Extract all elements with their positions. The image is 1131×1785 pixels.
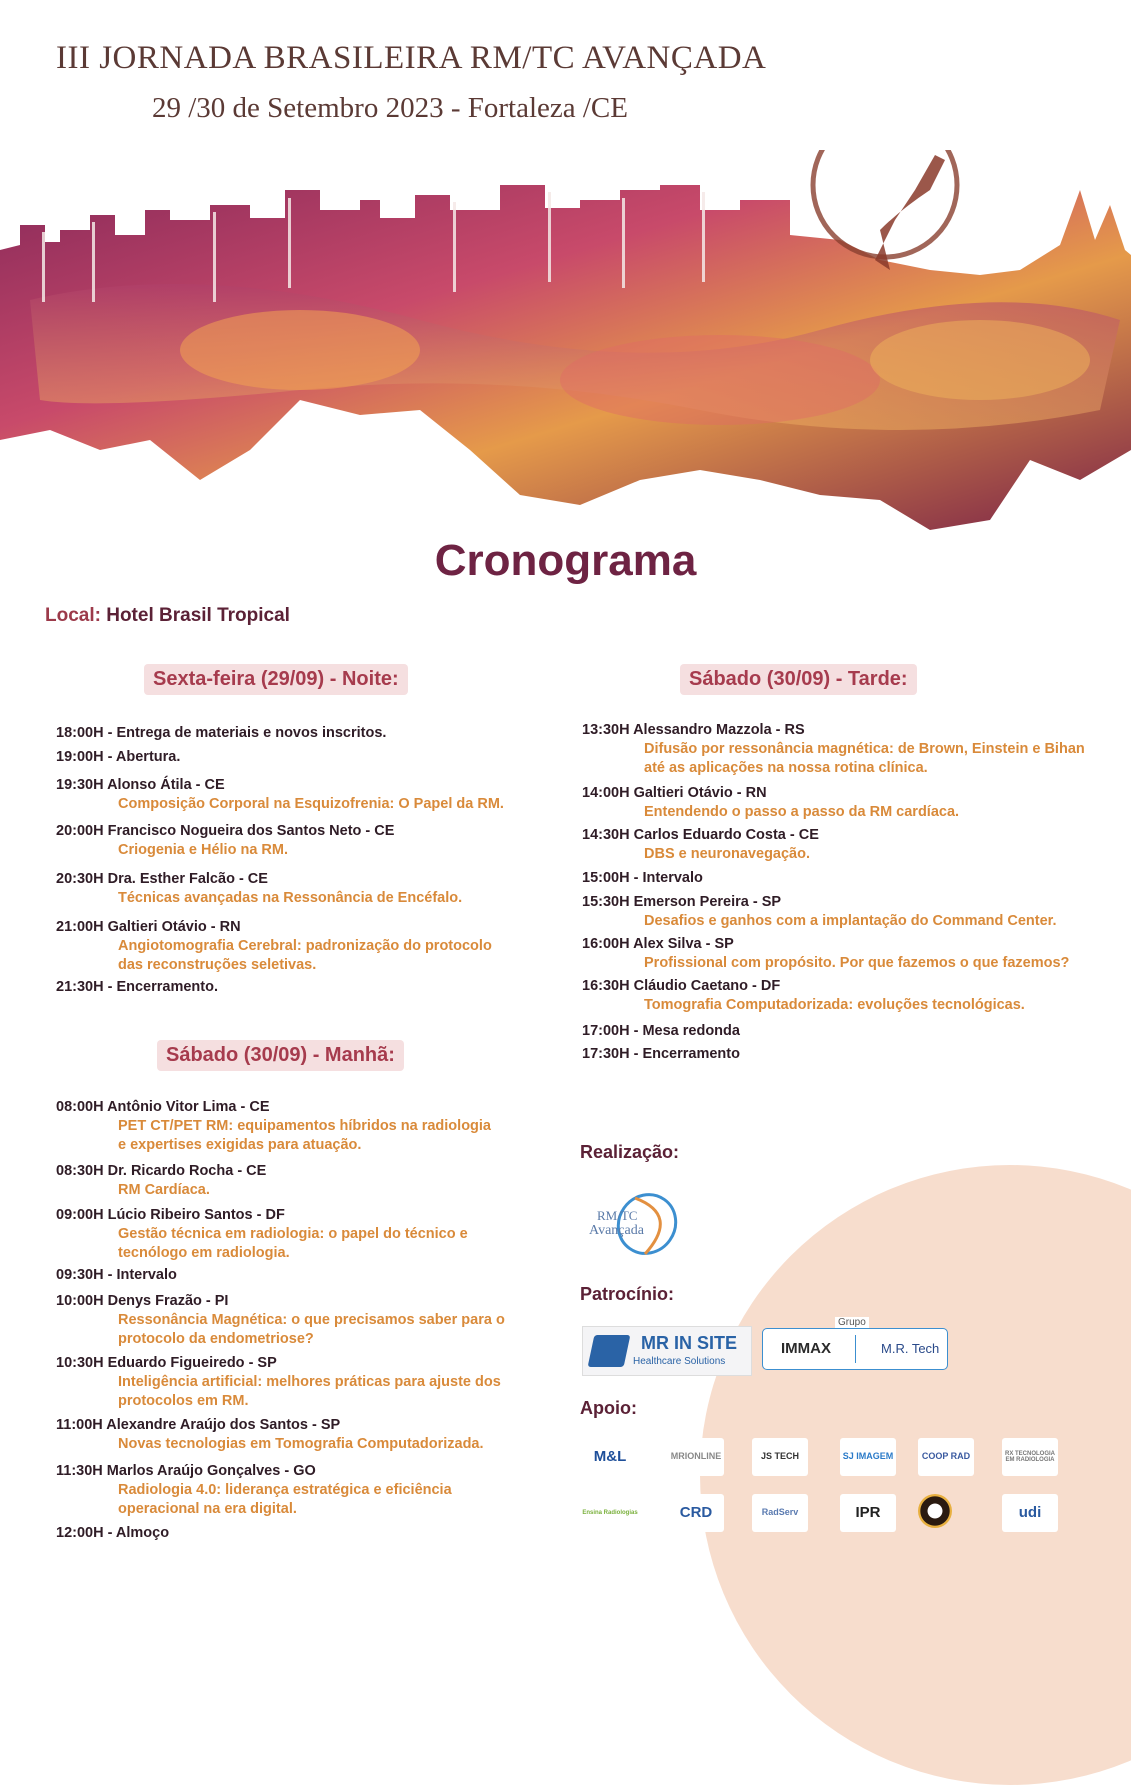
page-heading: Cronograma: [434, 536, 697, 585]
schedule-time: 21:00H: [56, 919, 108, 935]
schedule-topic: Composição Corporal na Esquizofrenia: O Papel da RM.: [118, 796, 504, 812]
grupo-logo: Grupo IMMAX M.R. Tech: [762, 1328, 948, 1370]
location-label: Local:: [45, 605, 101, 626]
friday-header: Sexta-feira (29/09) - Noite:: [144, 664, 408, 695]
schedule-item: [582, 869, 703, 888]
schedule-item: [56, 776, 504, 814]
realizacao-label: Realização:: [580, 1142, 680, 1162]
schedule-time: 09:30H: [56, 1267, 108, 1283]
schedule-topic: protocolos em RM.: [118, 1393, 249, 1409]
schedule-speaker: - Intervalo: [633, 870, 703, 886]
schedule-time: 15:00H: [582, 870, 634, 886]
schedule-speaker: Marlos Araújo Gonçalves - GO: [106, 1463, 316, 1479]
apoio-logo: Ensina Radiologias: [582, 1494, 638, 1532]
schedule-speaker: Galtieri Otávio - RN: [633, 785, 767, 801]
schedule-item: [56, 918, 492, 975]
schedule-topic: RM Cardíaca.: [118, 1182, 210, 1198]
location-value: Hotel Brasil Tropical: [106, 605, 290, 626]
schedule-speaker: - Intervalo: [107, 1267, 177, 1283]
schedule-item: [56, 870, 462, 908]
schedule-item: [56, 1524, 169, 1543]
schedule-speaker: Denys Frazão - PI: [107, 1293, 229, 1309]
schedule-item: [56, 1354, 501, 1411]
schedule-speaker: Dr. Ricardo Rocha - CE: [107, 1163, 267, 1179]
schedule-time: 18:00H: [56, 725, 108, 741]
schedule-speaker: - Encerramento.: [107, 979, 218, 995]
schedule-time: 12:00H: [56, 1525, 108, 1541]
schedule-speaker: Francisco Nogueira dos Santos Neto - CE: [107, 823, 395, 839]
schedule-time: 09:00H: [56, 1207, 108, 1223]
schedule-item: [56, 1206, 468, 1263]
schedule-item: [56, 978, 218, 997]
schedule-time: 16:00H: [582, 936, 634, 952]
schedule-item: [582, 826, 819, 864]
rmtc-logo: RM/TC Avançada: [585, 1190, 695, 1260]
mr-in-site-logo: MR IN SITE Healthcare Solutions: [582, 1326, 752, 1376]
schedule-speaker: Carlos Eduardo Costa - CE: [633, 827, 819, 843]
schedule-speaker: Alexandre Araújo dos Santos - SP: [106, 1417, 341, 1433]
schedule-topic: Difusão por ressonância magnética: de Brown, Einstein e Bihan: [644, 741, 1085, 757]
schedule-time: 19:30H: [56, 777, 108, 793]
schedule-topic: Profissional com propósito. Por que fazemos o que fazemos?: [644, 955, 1070, 971]
schedule-item: [56, 748, 180, 767]
schedule-time: 10:30H: [56, 1355, 108, 1371]
schedule-time: 20:30H: [56, 871, 108, 887]
schedule-speaker: Alessandro Mazzola - RS: [633, 722, 805, 738]
schedule-time: 13:30H: [582, 722, 634, 738]
schedule-time: 08:30H: [56, 1163, 108, 1179]
schedule-speaker: - Entrega de materiais e novos inscritos.: [107, 725, 387, 741]
schedule-time: 08:00H: [56, 1099, 108, 1115]
apoio-logo: MRIONLINE: [668, 1438, 724, 1476]
schedule-speaker: Galtieri Otávio - RN: [107, 919, 241, 935]
schedule-item: [56, 822, 394, 860]
schedule-topic: Criogenia e Hélio na RM.: [118, 842, 288, 858]
schedule-time: 21:30H: [56, 979, 108, 995]
schedule-speaker: Antônio Vitor Lima - CE: [107, 1099, 270, 1115]
apoio-logo: COOP RAD: [918, 1438, 974, 1476]
schedule-item: [582, 1045, 740, 1064]
schedule-topic: Novas tecnologias em Tomografia Computadorizada.: [118, 1436, 484, 1452]
schedule-item: [56, 1292, 505, 1349]
patrocinio-label: Patrocínio:: [580, 1284, 675, 1304]
schedule-topic: tecnólogo em radiologia.: [118, 1245, 290, 1261]
schedule-item: [56, 1098, 491, 1155]
skyline-artwork: [0, 150, 1131, 540]
schedule-time: 17:00H: [582, 1023, 634, 1039]
schedule-time: 15:30H: [582, 894, 634, 910]
schedule-time: 20:00H: [56, 823, 108, 839]
schedule-item: [56, 1266, 177, 1285]
event-date-location: 29 /30 de Setembro 2023 - Fortaleza /CE: [152, 92, 628, 124]
schedule-speaker: Emerson Pereira - SP: [633, 894, 782, 910]
schedule-speaker: Lúcio Ribeiro Santos - DF: [107, 1207, 285, 1223]
schedule-topic: e expertises exigidas para atuação.: [118, 1137, 362, 1153]
schedule-speaker: Alonso Átila - CE: [107, 777, 225, 793]
schedule-topic: PET CT/PET RM: equipamentos híbridos na radiologia: [118, 1118, 491, 1134]
schedule-time: 19:00H: [56, 749, 108, 765]
schedule-item: [56, 1416, 484, 1454]
event-title: III JORNADA BRASILEIRA RM/TC AVANÇADA: [56, 40, 767, 76]
apoio-logo: udi: [1002, 1494, 1058, 1532]
schedule-topic: até as aplicações na nossa rotina clínica.: [644, 760, 928, 776]
schedule-topic: operacional na era digital.: [118, 1501, 297, 1517]
schedule-item: [582, 935, 1069, 973]
schedule-speaker: Dra. Esther Falcão - CE: [107, 871, 268, 887]
schedule-topic: Inteligência artificial: melhores práticas para ajuste dos: [118, 1374, 501, 1390]
schedule-speaker: Eduardo Figueiredo - SP: [107, 1355, 277, 1371]
schedule-item: [582, 784, 959, 822]
schedule-topic: das reconstruções seletivas.: [118, 957, 317, 973]
schedule-time: 16:30H: [582, 978, 634, 994]
schedule-topic: DBS e neuronavegação.: [644, 846, 810, 862]
apoio-logo: [918, 1494, 952, 1528]
schedule-speaker: - Encerramento: [633, 1046, 740, 1062]
schedule-time: 14:00H: [582, 785, 634, 801]
schedule-topic: protocolo da endometriose?: [118, 1331, 314, 1347]
schedule-speaker: - Mesa redonda: [633, 1023, 740, 1039]
schedule-speaker: - Abertura.: [107, 749, 181, 765]
apoio-logo: IPR: [840, 1494, 896, 1532]
schedule-item: [582, 721, 1085, 778]
location: [45, 605, 290, 627]
apoio-label: Apoio:: [580, 1398, 637, 1418]
schedule-time: 11:30H: [56, 1463, 107, 1479]
schedule-topic: Desafios e ganhos com a implantação do Command Center.: [644, 913, 1057, 929]
schedule-speaker: Cláudio Caetano - DF: [633, 978, 781, 994]
schedule-time: 14:30H: [582, 827, 634, 843]
schedule-topic: Gestão técnica em radiologia: o papel do técnico e: [118, 1226, 468, 1242]
schedule-item: [582, 893, 1057, 931]
schedule-topic: Entendendo o passo a passo da RM cardíaca.: [644, 804, 960, 820]
apoio-logo: RadServ: [752, 1494, 808, 1532]
schedule-time: 17:30H: [582, 1046, 634, 1062]
schedule-speaker: Alex Silva - SP: [633, 936, 734, 952]
schedule-item: [56, 1162, 266, 1200]
schedule-item: [582, 977, 1025, 1015]
apoio-logo: RX TECNOLOGIA EM RADIOLOGIA: [1002, 1438, 1058, 1476]
mr-in-site-icon: [588, 1335, 631, 1367]
apoio-logo: M&L: [582, 1438, 638, 1476]
apoio-logo: CRD: [668, 1494, 724, 1532]
apoio-logo: JS TECH: [752, 1438, 808, 1476]
apoio-logo: SJ IMAGEM: [840, 1438, 896, 1476]
schedule-time: 10:00H: [56, 1293, 108, 1309]
schedule-item: [582, 1022, 740, 1041]
schedule-topic: Radiologia 4.0: liderança estratégica e eficiência: [118, 1482, 452, 1498]
schedule-item: [56, 1462, 452, 1519]
schedule-item: [56, 724, 386, 743]
schedule-topic: Tomografia Computadorizada: evoluções tecnológicas.: [644, 997, 1025, 1013]
schedule-speaker: - Almoço: [107, 1525, 170, 1541]
schedule-time: 11:00H: [56, 1417, 107, 1433]
schedule-topic: Angiotomografia Cerebral: padronização do protocolo: [118, 938, 492, 954]
saturday-afternoon-header: Sábado (30/09) - Tarde:: [680, 664, 917, 695]
schedule-topic: Técnicas avançadas na Ressonância de Encéfalo.: [118, 890, 463, 906]
saturday-morning-header: Sábado (30/09) - Manhã:: [157, 1040, 404, 1071]
schedule-topic: Ressonância Magnética: o que precisamos saber para o: [118, 1312, 505, 1328]
